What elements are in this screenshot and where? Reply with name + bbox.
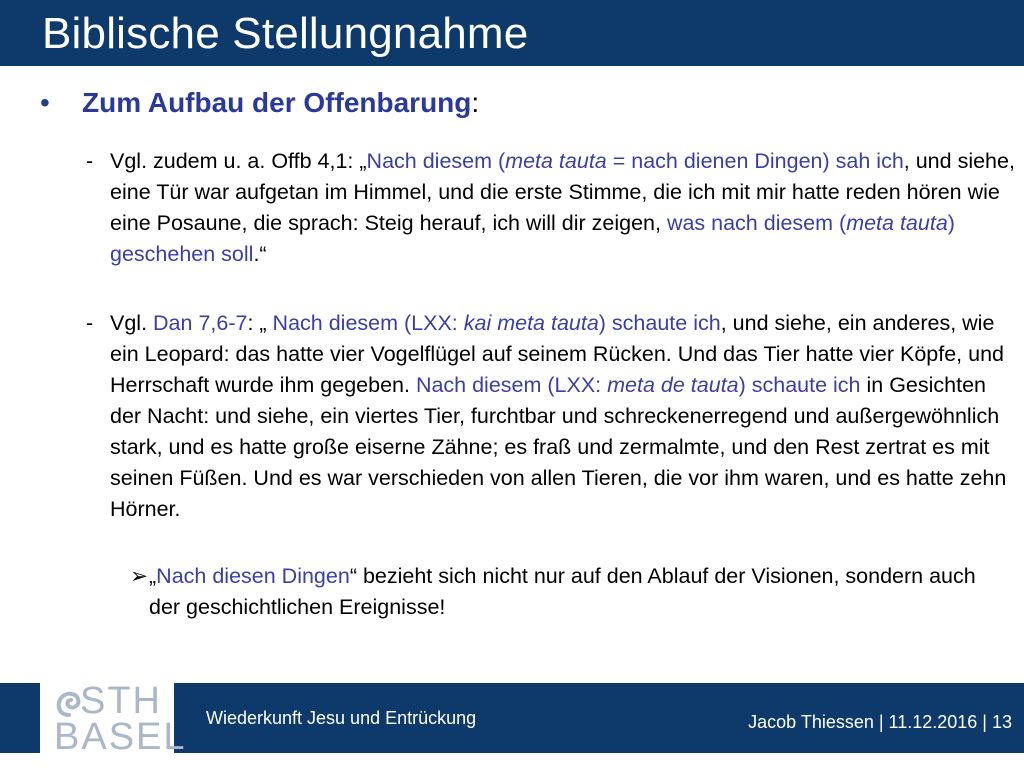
quote-run: ) schaute ich	[738, 373, 861, 397]
greek-term: kai meta tauta	[463, 311, 599, 335]
text-run: , und siehe, ein anderes, wie ein Leopard: das hatte vier Vogelflügel auf seinem Rücken. Und das Tier hatte vier Köpfe, und Herrschaft wurde ihm gegeben.	[110, 311, 1005, 397]
text-run: “ bezieht sich nicht nur auf den Ablauf der Visionen, sondern auch der geschichtlichen Ereignisse!	[149, 564, 976, 619]
quote-run: Nach diesen Dingen	[156, 564, 350, 588]
text-run: , und siehe, eine Tür war aufgetan im Himmel, und die erste Stimme, die ich mit mir hatte reden hören wie eine Posaune, die sprach: Steig herauf, ich will dir zeigen,	[110, 149, 1015, 235]
title-bar	[0, 0, 1024, 66]
conclusion	[130, 561, 1010, 623]
paragraph-offb-text	[110, 146, 1016, 270]
bullet-heading	[40, 84, 479, 122]
scripture-reference: Dan 7,6-7	[153, 311, 248, 335]
quote-run: Nach diesem (LXX:	[415, 373, 608, 397]
paragraph-dan	[86, 308, 1016, 525]
footer-meta: Jacob Thiessen | 11.12.2016 | 13	[748, 712, 1012, 732]
sth-basel-logo	[40, 680, 187, 758]
bullet-heading-text: Zum Aufbau der Offenbarung	[82, 87, 472, 118]
logo-text-basel: BASEL	[54, 716, 187, 758]
text-run: .“	[253, 242, 267, 266]
text-run: : „	[247, 311, 273, 335]
conclusion-text	[149, 561, 1010, 623]
quote-run: Nach diesem (	[366, 149, 506, 173]
bullet-symbol: •	[40, 87, 50, 118]
greek-term: meta tauta	[505, 149, 607, 173]
quote-run: ) schaute ich	[598, 311, 721, 335]
text-run: Vgl.	[110, 311, 154, 335]
quote-run: ) geschehen soll	[110, 211, 955, 266]
slide-title: Biblische Stellungnahme	[42, 9, 529, 58]
dash-marker: -	[86, 149, 94, 173]
text-run: „	[149, 564, 157, 588]
text-run: Vgl. zudem u. a. Offb 4,1: „	[110, 149, 367, 173]
greek-term: meta de tauta	[607, 373, 739, 397]
paragraph-offb	[86, 146, 1016, 270]
quote-run: = nach dienen Dingen) sah ich	[606, 149, 904, 173]
bullet-heading-colon: :	[471, 87, 480, 118]
arrow-bullet-icon: ➢	[130, 564, 149, 588]
quote-run: was nach diesem (	[666, 211, 847, 235]
greek-term: meta tauta	[846, 211, 948, 235]
quote-run: Nach diesem (LXX:	[272, 311, 464, 335]
logo-text-sth: STH	[80, 680, 162, 722]
text-run: in Gesichten der Nacht: und siehe, ein viertes Tier, furchtbar und schreckenerregend und außergewöhnlich stark, und es hatte große eiserne Zähne; es fraß und zermalmte, und den Rest zertrat es mit seinen Füßen. Und es war verschieden von allen Tieren, die vor ihm waren, und es hatte zehn Hörner.	[110, 373, 1007, 521]
dash-marker: -	[86, 311, 94, 335]
footer-topic: Wiederkunft Jesu und Entrückung	[206, 708, 477, 728]
paragraph-dan-text	[110, 308, 1016, 525]
